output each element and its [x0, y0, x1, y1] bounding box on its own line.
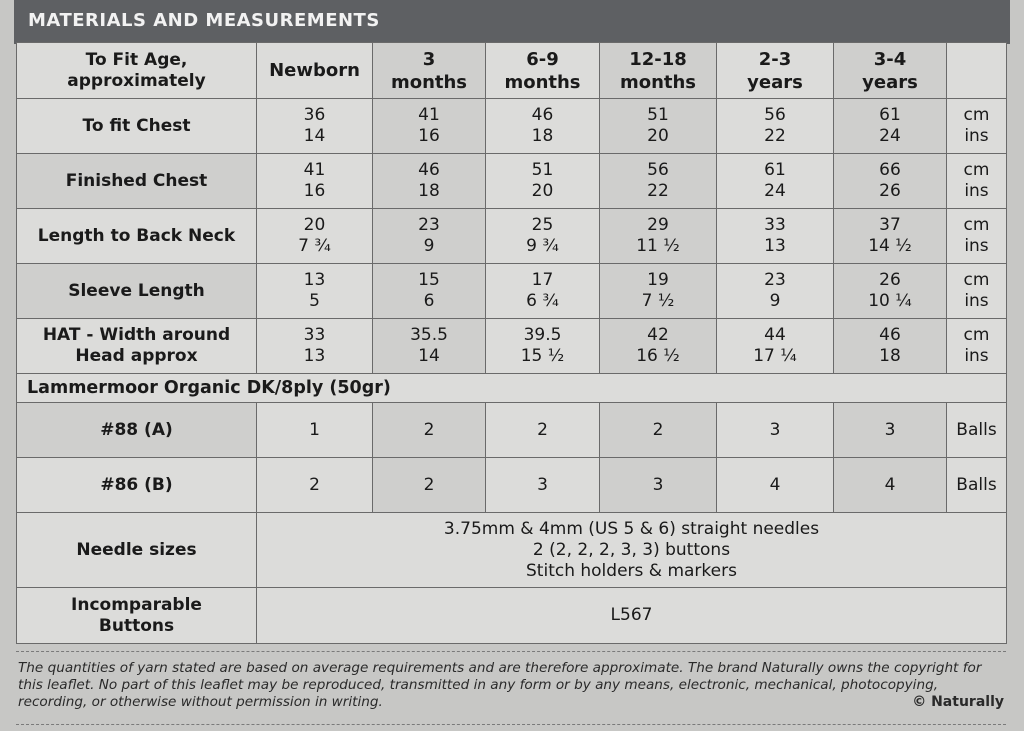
- measure-row-hat: [17, 319, 1007, 374]
- yarn-cell: 2: [373, 403, 486, 458]
- yarn-row-a: [17, 403, 1007, 458]
- measure-cell: 66 26: [834, 154, 947, 209]
- measure-cell: 51 20: [600, 99, 717, 154]
- measure-cell: 51 20: [486, 154, 600, 209]
- measure-row-sleeve: [17, 264, 1007, 319]
- brand-mark: © Naturally: [912, 694, 1004, 710]
- section-title: MATERIALS AND MEASUREMENTS: [28, 10, 380, 31]
- yarn-cell: 3: [717, 403, 834, 458]
- measure-cell: 36 14: [257, 99, 373, 154]
- measure-cell: 46 18: [486, 99, 600, 154]
- yarn-cell: 2: [373, 458, 486, 513]
- needles-label: Needle sizes: [17, 513, 257, 588]
- age-row: [17, 43, 1007, 99]
- measure-cell: 17 6 ¾: [486, 264, 600, 319]
- yarn-label: #88 (A): [17, 403, 257, 458]
- yarn-cell: 3: [486, 458, 600, 513]
- measure-cell: 33 13: [257, 319, 373, 374]
- measure-cell: 29 11 ½: [600, 209, 717, 264]
- measure-label: Finished Chest: [17, 154, 257, 209]
- size-newborn: Newborn: [257, 43, 373, 99]
- measure-cell: 42 16 ½: [600, 319, 717, 374]
- measure-cell: 46 18: [834, 319, 947, 374]
- unit-cell: cm ins: [947, 264, 1007, 319]
- footer-divider-top: [16, 651, 1006, 652]
- yarn-unit: Balls: [947, 403, 1007, 458]
- size-2-3-years: 2-3 years: [717, 43, 834, 99]
- size-12-18-months: 12-18 months: [600, 43, 717, 99]
- measure-label: To fit Chest: [17, 99, 257, 154]
- size-3-4-years: 3-4 years: [834, 43, 947, 99]
- measure-cell: 25 9 ¾: [486, 209, 600, 264]
- unit-cell: cm ins: [947, 99, 1007, 154]
- copyright-text: The quantities of yarn stated are based on average requirements and are therefore approximate. The brand Naturally owns the copyright for this leaflet. No part of this leaflet may be reproduced, transmitted in any form or by any means, electronic, mechanical, photocopying, recording, or otherwise without permission in writing.: [18, 660, 982, 710]
- measure-cell: 23 9: [373, 209, 486, 264]
- measure-cell: 61 24: [834, 99, 947, 154]
- yarn-cell: 4: [717, 458, 834, 513]
- measure-cell: 33 13: [717, 209, 834, 264]
- measure-row-finished-chest: [17, 154, 1007, 209]
- measure-cell: 15 6: [373, 264, 486, 319]
- measure-cell: 35.5 14: [373, 319, 486, 374]
- measure-label: Length to Back Neck: [17, 209, 257, 264]
- needles-row: [17, 513, 1007, 588]
- measure-cell: 13 5: [257, 264, 373, 319]
- measure-label: HAT - Width around Head approx: [17, 319, 257, 374]
- measure-row-chest: [17, 99, 1007, 154]
- measure-cell: 61 24: [717, 154, 834, 209]
- unit-cell: cm ins: [947, 209, 1007, 264]
- yarn-cell: 2: [600, 403, 717, 458]
- measure-cell: 20 7 ¾: [257, 209, 373, 264]
- measure-cell: 44 17 ¼: [717, 319, 834, 374]
- size-6-9-months: 6-9 months: [486, 43, 600, 99]
- buttons-row: [17, 588, 1007, 644]
- measure-cell: 37 14 ½: [834, 209, 947, 264]
- yarn-unit: Balls: [947, 458, 1007, 513]
- unit-header: [947, 43, 1007, 99]
- size-3-months: 3 months: [373, 43, 486, 99]
- measure-cell: 56 22: [600, 154, 717, 209]
- age-label: To Fit Age, approximately: [17, 43, 257, 99]
- footer-divider-bottom: [16, 724, 1006, 725]
- measure-cell: 56 22: [717, 99, 834, 154]
- footer-notice: [18, 660, 1006, 711]
- measure-cell: 46 18: [373, 154, 486, 209]
- measure-cell: 26 10 ¼: [834, 264, 947, 319]
- unit-cell: cm ins: [947, 154, 1007, 209]
- measure-cell: 41 16: [257, 154, 373, 209]
- measure-label: Sleeve Length: [17, 264, 257, 319]
- yarn-title-row: [17, 374, 1007, 403]
- yarn-cell: 3: [600, 458, 717, 513]
- yarn-label: #86 (B): [17, 458, 257, 513]
- needles-details: 3.75mm & 4mm (US 5 & 6) straight needles 2 (2, 2, 2, 3, 3) buttons Stitch holders & markers: [257, 513, 1007, 588]
- yarn-title: Lammermoor Organic DK/8ply (50gr): [17, 374, 1007, 403]
- yarn-cell: 4: [834, 458, 947, 513]
- measure-row-length: [17, 209, 1007, 264]
- yarn-row-b: [17, 458, 1007, 513]
- unit-cell: cm ins: [947, 319, 1007, 374]
- measure-cell: 41 16: [373, 99, 486, 154]
- section-header: [14, 0, 1010, 44]
- yarn-cell: 2: [257, 458, 373, 513]
- buttons-code: L567: [257, 588, 1007, 644]
- yarn-cell: 2: [486, 403, 600, 458]
- yarn-cell: 1: [257, 403, 373, 458]
- measure-cell: 39.5 15 ½: [486, 319, 600, 374]
- yarn-cell: 3: [834, 403, 947, 458]
- materials-table: [16, 42, 1007, 644]
- buttons-label: Incomparable Buttons: [17, 588, 257, 644]
- measure-cell: 19 7 ½: [600, 264, 717, 319]
- measure-cell: 23 9: [717, 264, 834, 319]
